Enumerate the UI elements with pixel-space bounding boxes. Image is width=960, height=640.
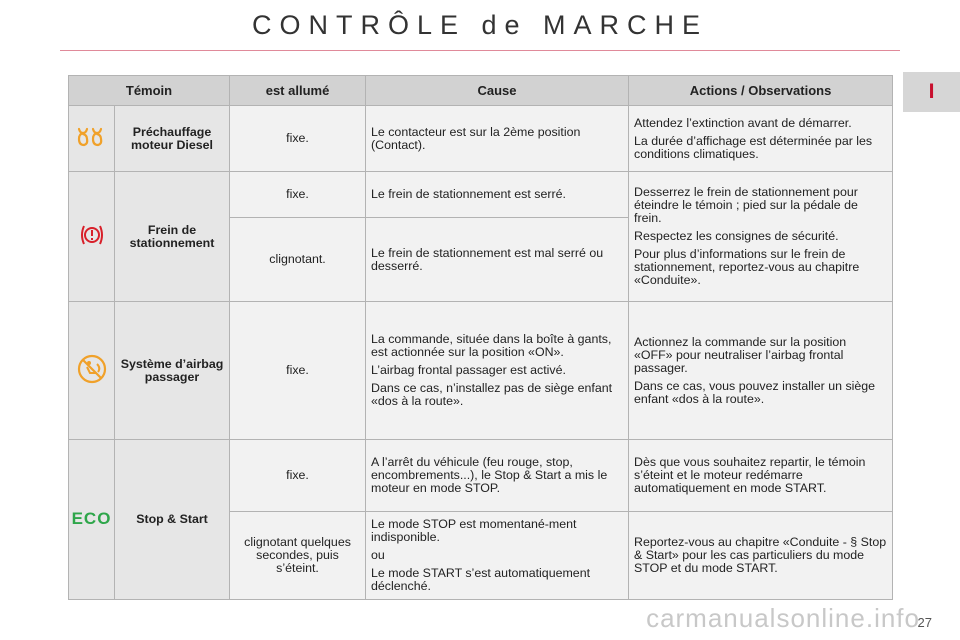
header-cause: Cause <box>366 76 629 106</box>
header-temoin: Témoin <box>69 76 230 106</box>
warning-lights-table <box>68 75 893 600</box>
table-header-row <box>69 76 893 106</box>
page-number: 27 <box>917 615 932 630</box>
glow-plug-icon <box>77 126 107 151</box>
cause-text: Dans ce cas, n’installez pas de siège enfant «dos à la route». <box>371 381 613 408</box>
parking-brake-warning-icon <box>79 224 105 249</box>
row-cause <box>366 512 629 600</box>
chapter-tab[interactable]: I <box>903 72 960 112</box>
action-text: Attendez l’extinction avant de démarrer. <box>634 115 852 130</box>
row-name: Système d’airbag passager <box>115 302 230 440</box>
cause-text: Le mode STOP est momentané-ment indisponible. <box>371 517 577 544</box>
page-title: CONTRÔLE de MARCHE <box>251 10 709 40</box>
row-name: Frein de stationnement <box>115 172 230 302</box>
row-actions <box>629 172 893 302</box>
table-row <box>69 302 893 440</box>
action-text: Respectez les consignes de sécurité. <box>634 229 839 243</box>
table-row <box>69 172 893 218</box>
airbag-icon-cell <box>69 302 115 440</box>
action-text: Actionnez la commande sur la position «OFF» pour neutraliser l’airbag frontal passager. <box>634 334 847 375</box>
glow-plug-icon-cell <box>69 106 115 172</box>
row-actions <box>629 302 893 440</box>
title-divider <box>60 50 900 51</box>
row-actions <box>629 106 893 172</box>
row-state: fixe. <box>230 302 366 440</box>
cause-text: Le mode START s’est automatiquement déclenché. <box>371 566 591 593</box>
header-est-allume: est allumé <box>230 76 366 106</box>
row-state: fixe. <box>230 440 366 512</box>
action-text: Desserrez le frein de stationnement pour éteindre le témoin ; pied sur la pédale de frein. <box>634 185 858 225</box>
row-actions: Reportez-vous au chapitre «Conduite - § Stop & Start» pour les cas particuliers du mode STOP et du mode START. <box>629 512 893 600</box>
row-cause: Le frein de stationnement est mal serré ou desserré. <box>366 218 629 302</box>
row-cause: Le contacteur est sur la 2ème position (Contact). <box>366 106 629 172</box>
row-actions: Dès que vous souhaitez repartir, le témoin s’éteint et le moteur redémarre automatiquement en mode START. <box>629 440 893 512</box>
action-text: La durée d’affichage est déterminée par les conditions climatiques. <box>634 133 873 161</box>
row-cause <box>366 302 629 440</box>
row-name: Stop & Start <box>115 440 230 600</box>
cause-text: L’airbag frontal passager est activé. <box>371 363 566 377</box>
row-cause: A l’arrêt du véhicule (feu rouge, stop, encombrements...), le Stop & Start a mis le moteur en mode STOP. <box>366 440 629 512</box>
header-actions: Actions / Observations <box>629 76 893 106</box>
row-state: fixe. <box>230 172 366 218</box>
cause-text: La commande, située dans la boîte à gants, est actionnée sur la position «ON». <box>371 332 612 359</box>
cause-text: ou <box>371 548 385 562</box>
eco-icon-cell <box>69 440 115 600</box>
parking-brake-icon-cell <box>69 172 115 302</box>
row-cause: Le frein de stationnement est serré. <box>366 172 629 218</box>
table-row <box>69 440 893 512</box>
action-text: Pour plus d’informations sur le frein de stationnement, reportez-vous au chapitre «Conduite». <box>634 247 860 287</box>
row-state: fixe. <box>230 106 366 172</box>
passenger-airbag-off-icon <box>77 354 107 387</box>
action-text: Dans ce cas, vous pouvez installer un siège enfant «dos à la route». <box>634 378 876 406</box>
row-state: clignotant quelques secondes, puis s’éteint. <box>230 512 366 600</box>
row-name: Préchauffage moteur Diesel <box>115 106 230 172</box>
table-row <box>69 106 893 172</box>
eco-icon: ECO <box>71 509 112 528</box>
row-state: clignotant. <box>230 218 366 302</box>
watermark: carmanualsonline.info <box>646 603 920 633</box>
